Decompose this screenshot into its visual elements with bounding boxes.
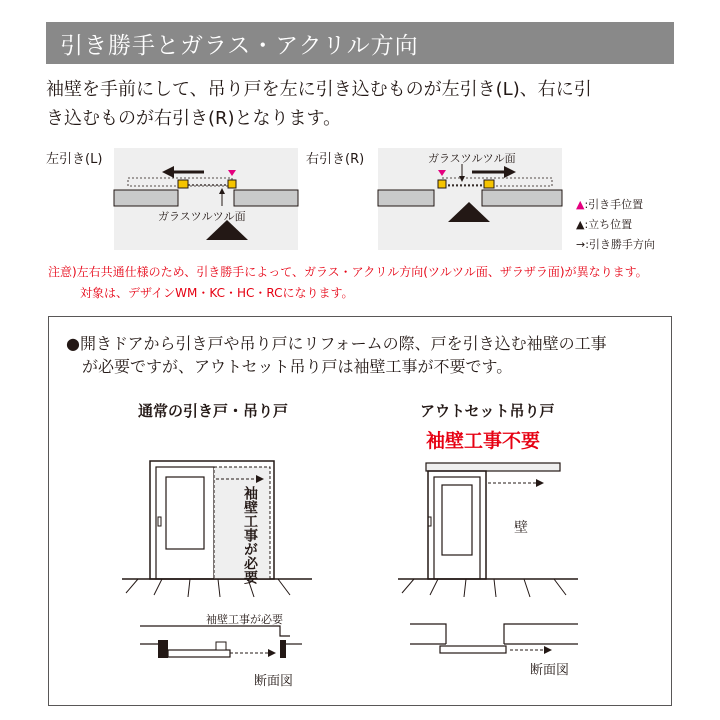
door-window	[442, 485, 472, 555]
door-leaf	[434, 477, 480, 579]
door-section	[440, 646, 506, 653]
left-jamb	[158, 640, 168, 658]
door-edge-right	[484, 180, 494, 188]
bullet-line-1: ●開きドアから引き戸や吊り戸にリフォームの際、戸を引き込む袖壁の工事	[66, 334, 607, 353]
right-wall-piece	[234, 190, 298, 206]
bullet-line-2: が必要ですが、アウトセット吊り戸は袖壁工事が不要です。	[82, 357, 513, 376]
arrow-right-icon: →	[576, 238, 586, 251]
door-window	[166, 477, 204, 549]
right-glass-label: ガラスツルツル面	[428, 152, 516, 165]
left-wall-piece	[114, 190, 178, 206]
standard-section-diagram	[130, 624, 310, 664]
outset-door-elevation	[398, 455, 578, 605]
door-handle	[158, 517, 161, 526]
note-line-1: 注意)左右共通仕様のため、引き勝手によって、ガラス・アクリル方向(ツルツル面、ザラザラ面)が異なります。	[48, 265, 648, 279]
left-diagram-label: 左引き(L)	[46, 152, 103, 167]
left-wall-piece	[378, 190, 434, 206]
note-line-2: 対象は、デザインWM・KC・HC・RCになります。	[80, 286, 354, 300]
standard-door-elevation	[122, 455, 312, 605]
door-edge-left	[438, 180, 446, 188]
hanging-rail	[426, 463, 560, 471]
section-banner	[46, 22, 674, 64]
right-jamb	[280, 640, 286, 658]
right-wall-piece	[482, 190, 562, 206]
door-section	[168, 650, 230, 657]
legend-item-pull: ▲:引き手位置	[576, 198, 644, 211]
pink-triangle-icon: ▲	[576, 198, 585, 211]
comparison-bullet	[66, 332, 656, 378]
right-section-label: 断面図	[530, 663, 570, 678]
no-wall-work-heading: 袖壁工事不要	[426, 430, 541, 452]
door-leaf	[156, 467, 214, 579]
intro-text	[46, 75, 676, 133]
legend-item-direction: →:引き勝手方向	[576, 238, 655, 251]
door-edge-left	[178, 180, 188, 188]
slide-arrow-head	[536, 479, 544, 487]
door-frame	[428, 471, 486, 579]
right-diagram-label: 右引き(R)	[306, 152, 365, 167]
left-vertical-note: 袖壁工事が必要	[242, 486, 258, 584]
left-section-note: 袖壁工事が必要	[206, 613, 283, 626]
left-wall-outline	[410, 624, 446, 644]
outset-section-diagram	[406, 620, 586, 660]
left-column-title: 通常の引き戸・吊り戸	[138, 402, 289, 420]
intro-line-2: き込むものが右引き(R)となります。	[46, 108, 342, 129]
right-column-title: アウトセット吊り戸	[420, 402, 555, 420]
door-handle	[428, 517, 431, 526]
black-triangle-icon: ▲	[576, 218, 585, 231]
intro-line-1: 袖壁を手前にして、吊り戸を左に引き込むものが左引き(L)、右に引	[46, 79, 592, 100]
right-wall-label: 壁	[514, 520, 528, 536]
right-wall-outline	[504, 624, 578, 644]
section-title: 引き勝手とガラス・アクリル方向	[60, 33, 419, 59]
door-edge-right	[228, 180, 236, 188]
legend-item-stand: ▲:立ち位置	[576, 218, 633, 231]
left-slide-diagram	[114, 148, 298, 250]
pocket-wall-outline	[140, 626, 290, 636]
left-glass-label: ガラスツルツル面	[158, 210, 246, 223]
section-arrow-head	[268, 649, 276, 657]
left-section-label: 断面図	[254, 674, 294, 689]
section-arrow-head	[544, 646, 552, 654]
